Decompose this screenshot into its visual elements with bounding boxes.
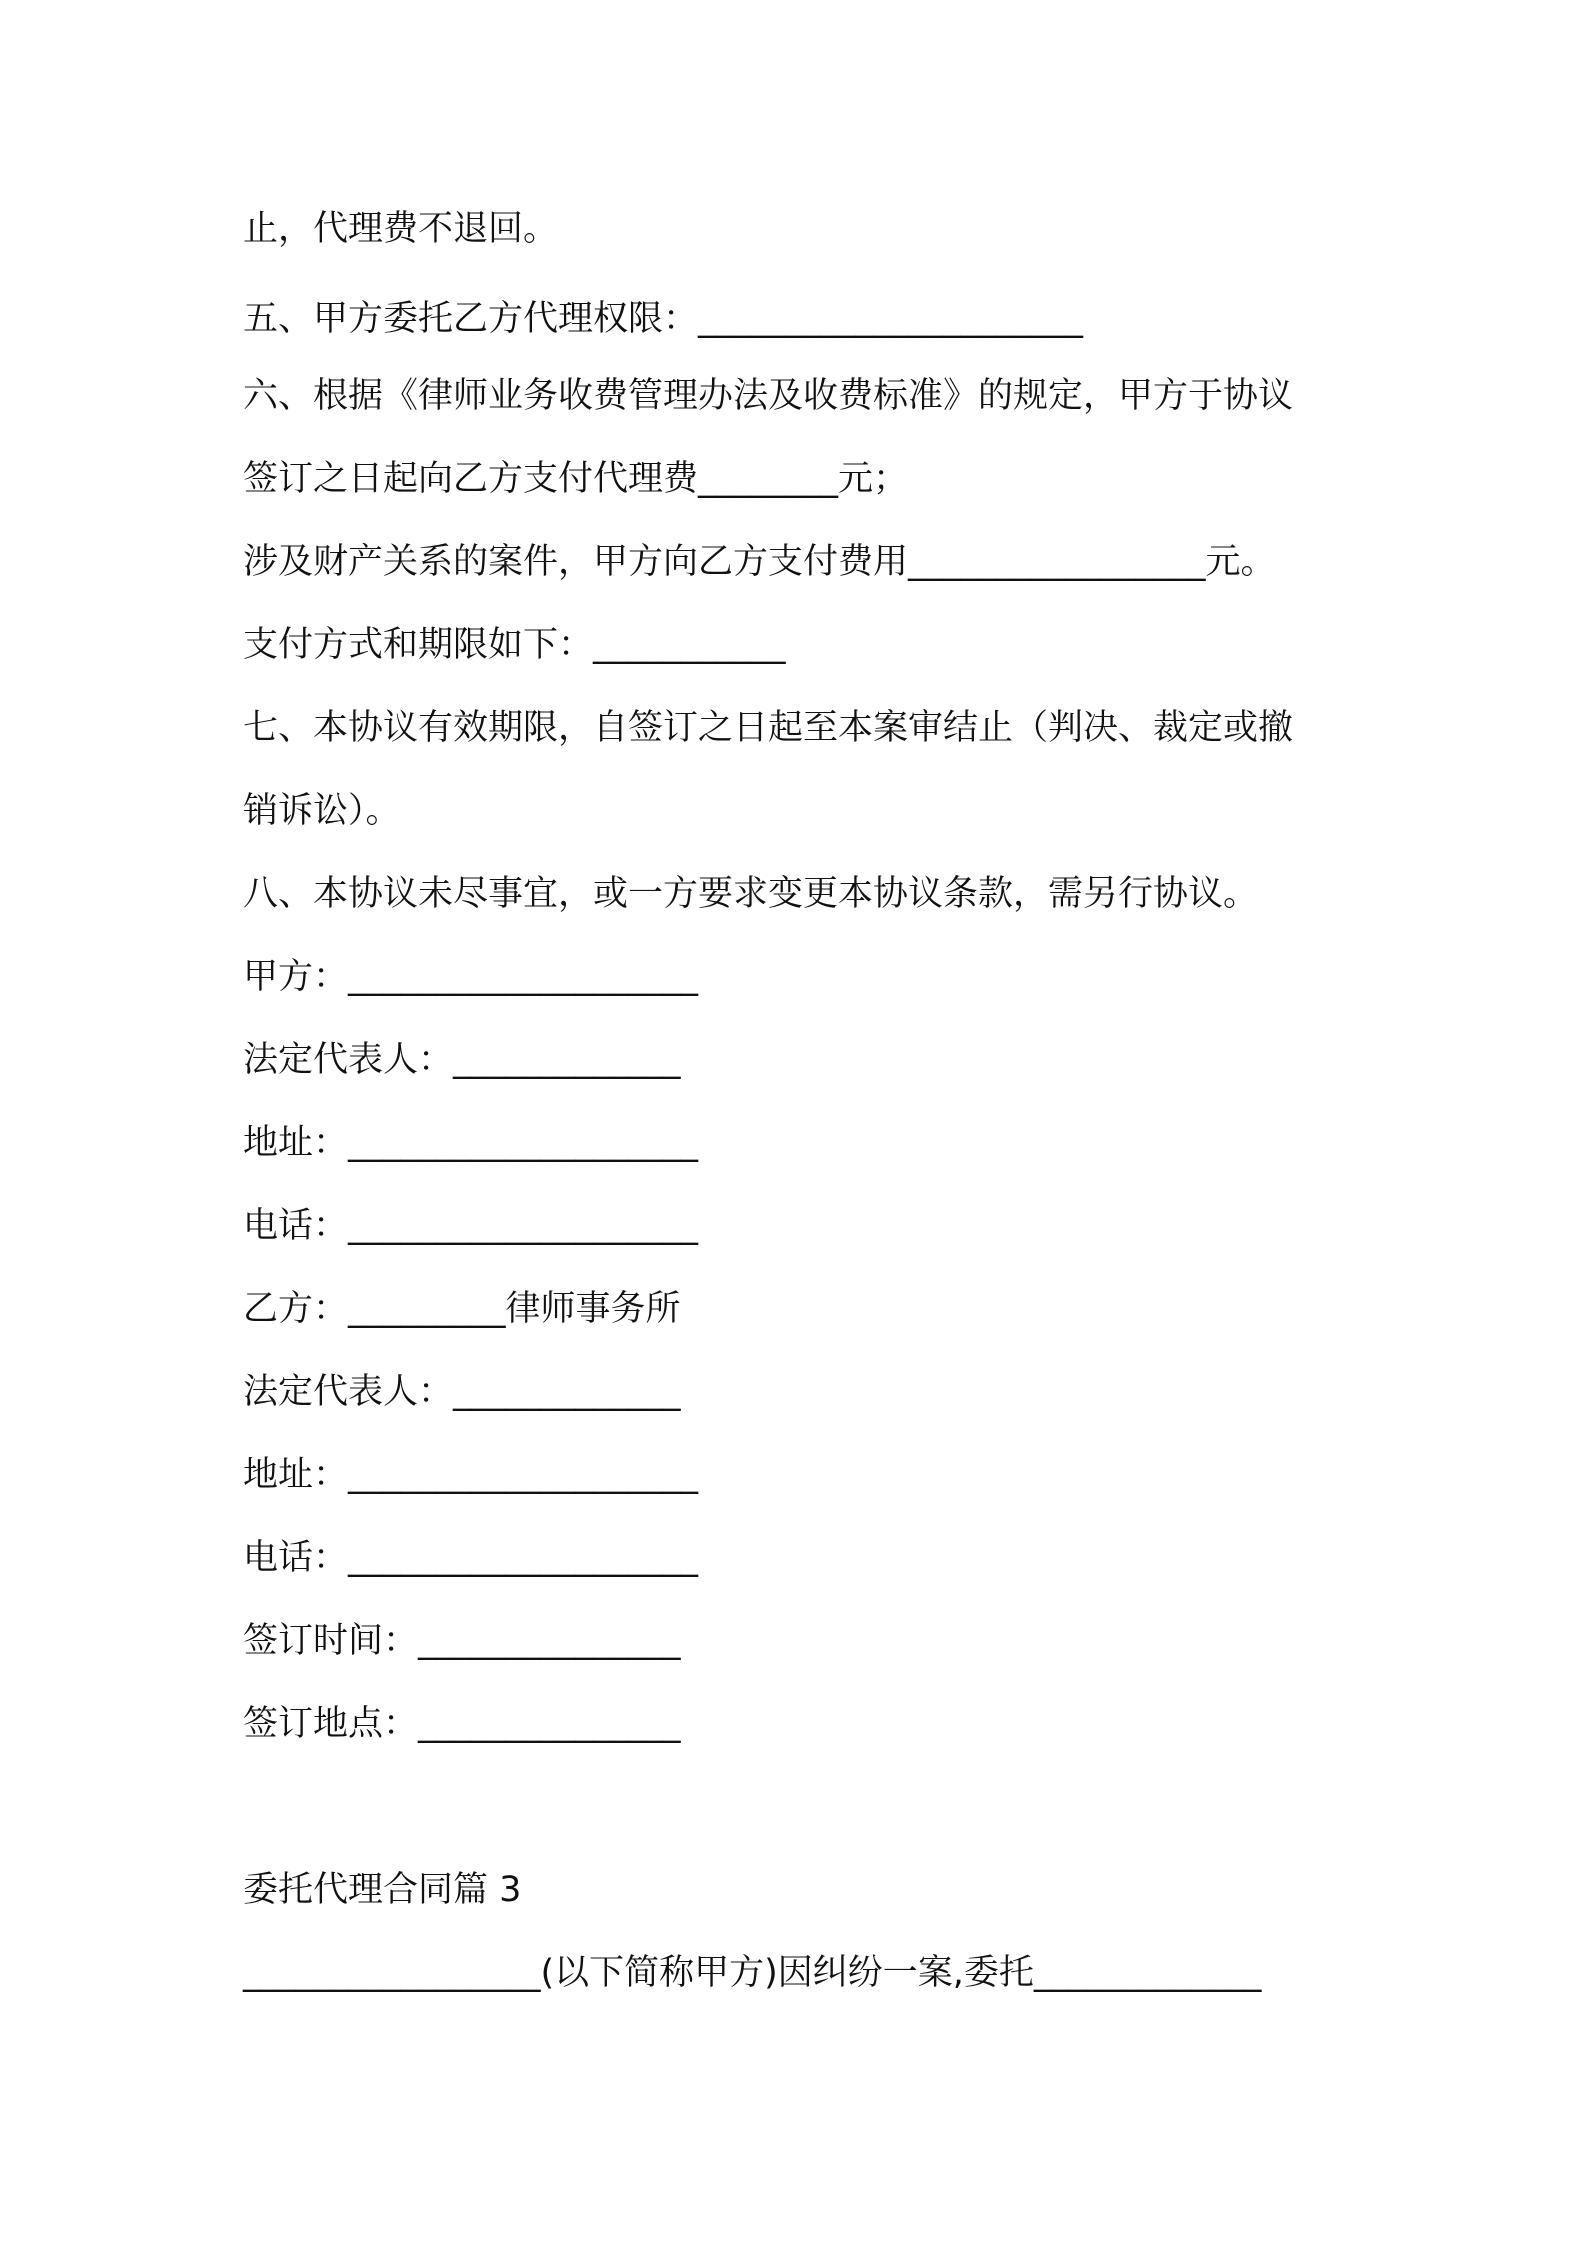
text-line-clause-eight: 八、本协议未尽事宜，或一方要求变更本协议条款，需另行协议。 (243, 874, 1259, 914)
party-a-representative-line: 法定代表人：_____________ (243, 1040, 681, 1080)
text-line-payment-method: 支付方式和期限如下：___________ (243, 625, 786, 665)
party-b-phone-line: 电话：____________________ (243, 1538, 699, 1578)
section-title: 委托代理合同篇 3 (243, 1870, 522, 1910)
text-line-clause-end: 止，代理费不退回。 (243, 209, 559, 249)
text-line-clause-six: 六、根据《律师业务收费管理办法及收费标准》的规定，甲方于协议 (243, 376, 1294, 416)
party-a-phone-line: 电话：____________________ (243, 1206, 699, 1246)
text-line-clause-five: 五、甲方委托乙方代理权限：______________________ (243, 299, 1084, 339)
text-line-clause-seven-end: 销诉讼）。 (243, 791, 401, 831)
party-b-representative-line: 法定代表人：_____________ (243, 1372, 681, 1412)
party-b-name-line: 乙方：_________律师事务所 (243, 1289, 681, 1329)
text-line-clause-seven: 七、本协议有效期限，自签订之日起至本案审结止（判决、裁定或撤 (243, 708, 1294, 748)
party-a-name-line: 甲方：____________________ (243, 957, 699, 997)
signing-time-line: 签订时间：_______________ (243, 1621, 681, 1661)
text-line-contract-intro: _________________(以下简称甲方)因纠纷一案,委托_____________ (243, 1953, 1262, 1993)
signing-place-line: 签订地点：_______________ (243, 1704, 681, 1744)
text-line-clause-six-fee: 签订之日起向乙方支付代理费________元； (243, 459, 909, 499)
party-b-address-line: 地址：____________________ (243, 1455, 699, 1495)
text-line-property-fee: 涉及财产关系的案件，甲方向乙方支付费用_________________元。 (243, 542, 1276, 582)
party-a-address-line: 地址：____________________ (243, 1123, 699, 1163)
